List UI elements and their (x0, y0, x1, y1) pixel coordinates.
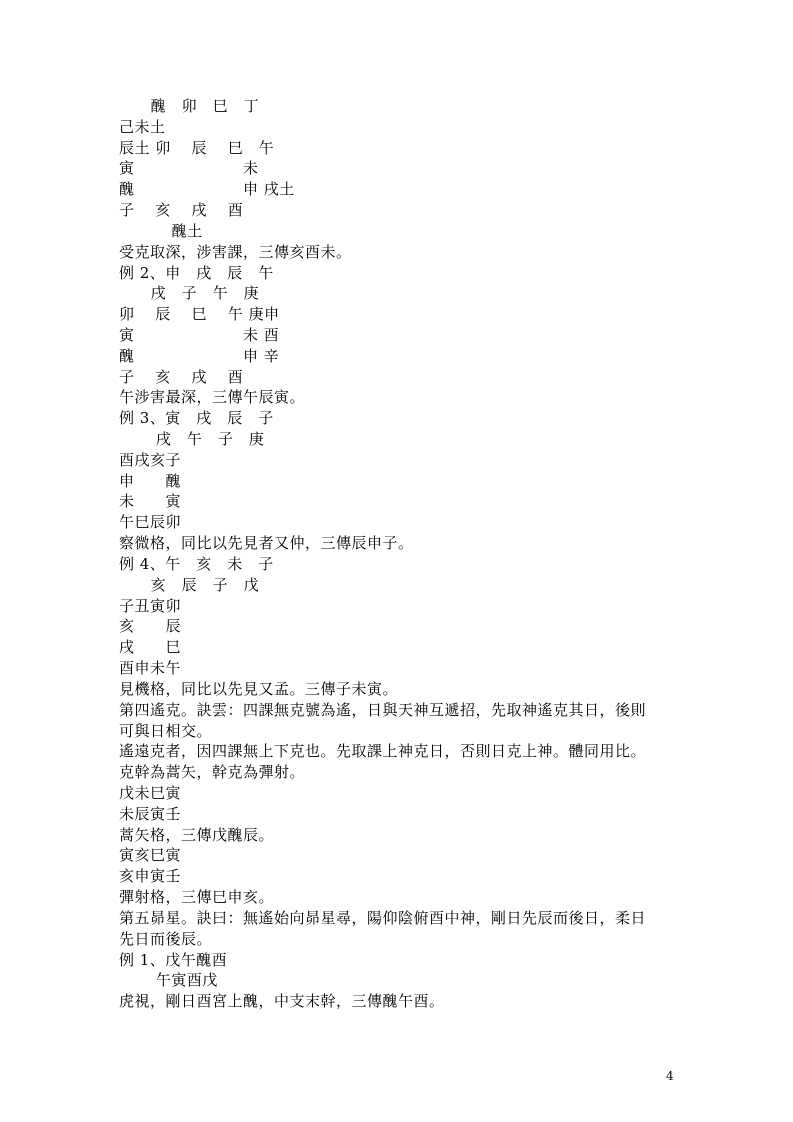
text-line: 第四遙克。訣雲：四課無克號為遙，日與天神互遞招，先取神遙克其日，後則 (119, 701, 647, 719)
text-line: 亥申寅壬 (119, 867, 182, 885)
text-line: 克幹為蒿矢，幹克為彈射。 (119, 763, 306, 781)
text-line: 可與日相交。 (119, 722, 213, 740)
text-line: 例 4、午 亥 未 子 (119, 555, 274, 573)
text-line: 己未土 (119, 118, 166, 136)
text-line: 察微格，同比以先見者又仲，三傳辰申子。 (119, 534, 414, 552)
text-line: 未 寅 (119, 492, 182, 510)
text-line: 子 亥 戌 酉 (119, 368, 244, 386)
text-line: 第五昴星。訣曰：無遙始向昴星尋，陽仰陰俯酉中神，剛日先辰而後日，柔日 (119, 909, 647, 927)
text-line: 戊未巳寅 (119, 784, 182, 802)
text-line: 子丑寅卯 (119, 597, 182, 615)
text-line: 例 3、寅 戌 辰 子 (119, 409, 274, 427)
text-line: 寅亥巳寅 (119, 846, 182, 864)
text-line: 戌 巳 (119, 638, 182, 656)
text-line: 虎視，剛日酉宮上醜，中支末幹，三傳醜午酉。 (119, 992, 445, 1010)
text-line: 酉戌亥子 (119, 451, 182, 469)
text-line: 彈射格，三傳巳申亥。 (119, 888, 275, 906)
page-number: 4 (666, 1069, 674, 1083)
text-line: 見機格，同比以先見又孟。三傳子未寅。 (119, 680, 399, 698)
text-line: 例 2、申 戌 辰 午 (119, 264, 274, 282)
text-line: 醜 卯 巳 丁 (119, 97, 260, 115)
text-line: 午巳辰卯 (119, 513, 182, 531)
text-line: 醜 申 辛 (119, 347, 280, 365)
text-line: 醜 申 戌土 (119, 180, 295, 198)
text-line: 先日而後辰。 (119, 930, 213, 948)
text-line: 醜土 (119, 222, 203, 240)
text-line: 子 亥 戌 酉 (119, 201, 244, 219)
text-line: 受克取深，涉害課，三傳亥酉未。 (119, 243, 352, 261)
text-line: 卯 辰 巳 午 庚申 (119, 305, 280, 323)
text-line: 酉申未午 (119, 659, 182, 677)
text-line: 未辰寅壬 (119, 805, 182, 823)
text-line: 寅 未 (119, 159, 259, 177)
text-line: 戌 子 午 庚 (119, 284, 260, 302)
text-line: 午寅酉戊 (119, 971, 218, 989)
text-line: 午涉害最深，三傳午辰寅。 (119, 388, 306, 406)
text-line: 戌 午 子 庚 (119, 430, 265, 448)
text-line: 例 1、戊午醜酉 (119, 951, 228, 969)
text-line: 寅 未 酉 (119, 326, 280, 344)
text-line: 辰土 卯 辰 巳 午 (119, 139, 275, 157)
text-line: 亥 辰 (119, 617, 182, 635)
text-line: 蒿矢格，三傳戊醜辰。 (119, 826, 275, 844)
text-line: 亥 辰 子 戊 (119, 576, 260, 594)
text-line: 遙遠克者，因四課無上下克也。先取課上神克日，否則日克上神。體同用比。 (119, 742, 647, 760)
text-line: 申 醜 (119, 472, 182, 490)
